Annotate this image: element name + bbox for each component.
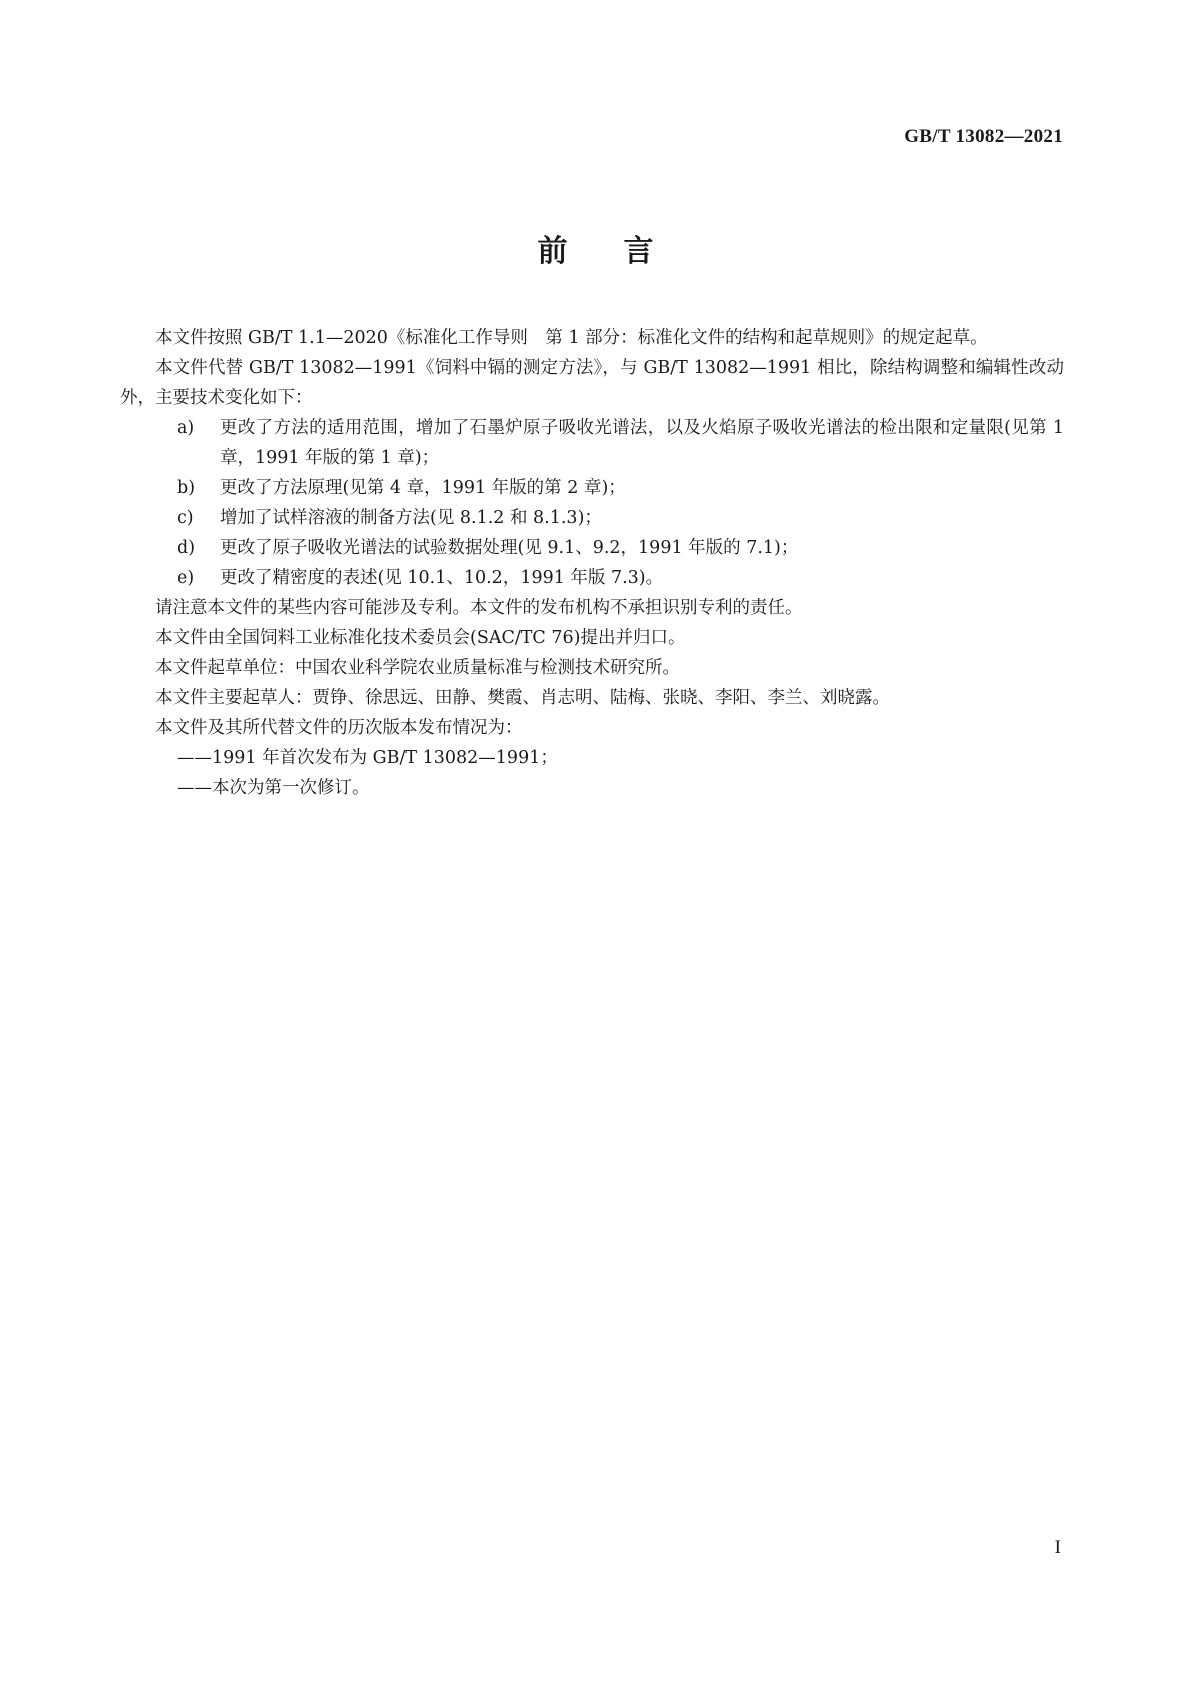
change-item-b [120,473,1064,503]
change-item-marker: b) [177,478,196,498]
change-item-text: 更改了方法的适用范围，增加了石墨炉原子吸收光谱法，以及火焰原子吸收光谱法的检出限和定量限(见第 1 章，1991 年版的第 1 章)； [220,418,1064,468]
change-item-marker: e) [177,568,195,588]
change-item-text: 更改了方法原理(见第 4 章，1991 年版的第 2 章)； [220,478,626,498]
standard-code-header: GB/T 13082—2021 [904,126,1063,147]
change-item-d [120,533,1064,563]
change-item-c [120,503,1064,533]
change-item-text: 更改了精密度的表述(见 10.1、10.2，1991 年版 7.3)。 [220,568,664,588]
paragraph-history-intro: 本文件及其所代替文件的历次版本发布情况为： [155,718,523,738]
paragraph-replacement: 本文件代替 GB/T 13082—1991《饲料中镉的测定方法》，与 GB/T 13082—1991 相比，除结构调整和编辑性改动外，主要技术变化如下： [120,358,1064,408]
paragraph-drafting-unit: 本文件起草单位：中国农业科学院农业质量标准与检测技术研究所。 [155,658,680,678]
change-item-marker: d) [177,538,196,558]
change-item-text: 增加了试样溶液的制备方法(见 8.1.2 和 8.1.3)； [220,508,602,528]
page-title: 前言 [537,234,710,269]
change-item-text: 更改了原子吸收光谱法的试验数据处理(见 9.1、9.2，1991 年版的 7.1)； [220,538,799,558]
foreword-content [120,323,1064,803]
change-item-marker: a) [177,418,195,438]
history-item-1991: ——1991 年首次发布为 GB/T 13082—1991； [177,748,558,768]
paragraph-committee: 本文件由全国饲料工业标准化技术委员会(SAC/TC 76)提出并归口。 [155,628,686,648]
change-item-e [120,563,1064,593]
change-item-a [120,413,1064,473]
change-item-marker: c) [177,508,194,528]
paragraph-patent-notice: 请注意本文件的某些内容可能涉及专利。本文件的发布机构不承担识别专利的责任。 [155,598,803,618]
paragraph-drafters: 本文件主要起草人：贾铮、徐思远、田静、樊霞、肖志明、陆梅、张晓、李阳、李兰、刘晓露。 [155,688,890,708]
paragraph-drafting-rules: 本文件按照 GB/T 1.1—2020《标准化工作导则 第 1 部分：标准化文件的结构和起草规则》的规定起草。 [155,328,988,348]
history-item-current: ——本次为第一次修订。 [177,778,370,798]
page-number: I [1054,1537,1061,1558]
